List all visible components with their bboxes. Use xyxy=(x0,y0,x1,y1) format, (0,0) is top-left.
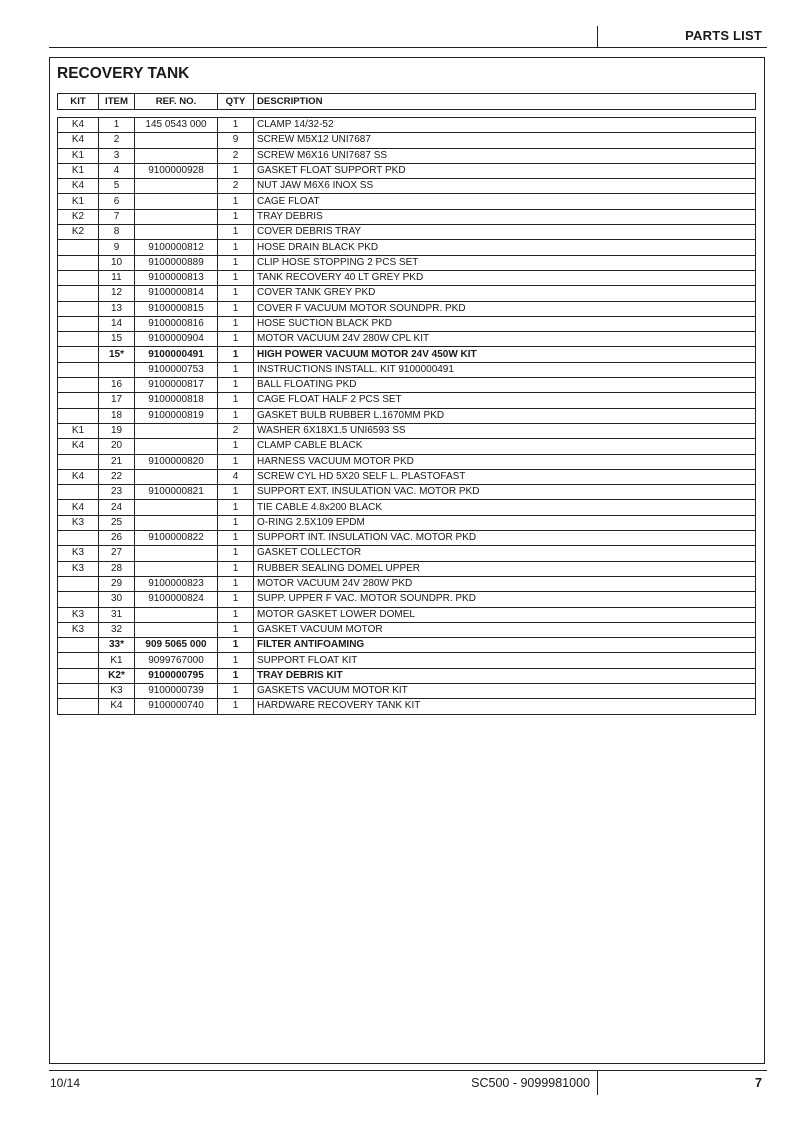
table-row xyxy=(58,347,756,362)
parts-table-body xyxy=(58,118,756,715)
cell-ref-no: 9100000816 xyxy=(135,316,218,331)
parts-table-header xyxy=(57,93,756,110)
cell-ref-no: 9100000820 xyxy=(135,454,218,469)
cell-ref-no: 9100000813 xyxy=(135,270,218,285)
table-row xyxy=(58,194,756,209)
table-row xyxy=(58,561,756,576)
cell-item: 1 xyxy=(99,118,135,133)
cell-ref-no: 9100000812 xyxy=(135,240,218,255)
cell-ref-no xyxy=(135,423,218,438)
table-row xyxy=(58,683,756,698)
cell-ref-no: 9100000818 xyxy=(135,393,218,408)
table-row xyxy=(58,118,756,133)
header-rule xyxy=(49,47,767,48)
cell-item: 24 xyxy=(99,500,135,515)
table-row xyxy=(58,592,756,607)
cell-kit: K3 xyxy=(58,607,99,622)
cell-ref-no: 9100000822 xyxy=(135,531,218,546)
cell-item: 23 xyxy=(99,485,135,500)
cell-qty: 1 xyxy=(218,592,254,607)
cell-qty: 2 xyxy=(218,179,254,194)
cell-kit xyxy=(58,668,99,683)
cell-item: 11 xyxy=(99,270,135,285)
cell-description: GASKET COLLECTOR xyxy=(254,546,756,561)
cell-item: 6 xyxy=(99,194,135,209)
cell-qty: 1 xyxy=(218,439,254,454)
page-header-title: PARTS LIST xyxy=(685,28,762,43)
cell-ref-no xyxy=(135,500,218,515)
cell-item: 28 xyxy=(99,561,135,576)
cell-kit xyxy=(58,699,99,714)
cell-item: 14 xyxy=(99,316,135,331)
cell-ref-no xyxy=(135,209,218,224)
cell-qty: 1 xyxy=(218,653,254,668)
table-row xyxy=(58,546,756,561)
table-row xyxy=(58,515,756,530)
cell-item: 21 xyxy=(99,454,135,469)
cell-kit: K1 xyxy=(58,148,99,163)
cell-kit xyxy=(58,332,99,347)
cell-ref-no: 9099767000 xyxy=(135,653,218,668)
cell-qty: 1 xyxy=(218,622,254,637)
cell-kit xyxy=(58,286,99,301)
cell-description: WASHER 6X18X1.5 UNI6593 SS xyxy=(254,423,756,438)
footer-page-number: 7 xyxy=(755,1076,762,1090)
cell-item: 22 xyxy=(99,469,135,484)
cell-kit: K2 xyxy=(58,225,99,240)
footer-page-of: 10/14 xyxy=(50,1076,81,1090)
cell-description: HOSE SUCTION BLACK PKD xyxy=(254,316,756,331)
cell-kit: K4 xyxy=(58,118,99,133)
cell-item: 7 xyxy=(99,209,135,224)
cell-kit xyxy=(58,408,99,423)
cell-item: K3 xyxy=(99,683,135,698)
cell-kit xyxy=(58,270,99,285)
cell-ref-no: 9100000817 xyxy=(135,378,218,393)
cell-qty: 1 xyxy=(218,668,254,683)
cell-qty: 1 xyxy=(218,546,254,561)
cell-description: CAGE FLOAT xyxy=(254,194,756,209)
cell-ref-no xyxy=(135,179,218,194)
cell-kit xyxy=(58,255,99,270)
cell-description: GASKET VACUUM MOTOR xyxy=(254,622,756,637)
table-row xyxy=(58,576,756,591)
cell-ref-no: 9100000740 xyxy=(135,699,218,714)
cell-ref-no xyxy=(135,225,218,240)
cell-qty: 1 xyxy=(218,255,254,270)
cell-ref-no xyxy=(135,133,218,148)
cell-description: SCREW M5X12 UNI7687 xyxy=(254,133,756,148)
cell-item: 17 xyxy=(99,393,135,408)
cell-item: 3 xyxy=(99,148,135,163)
cell-description: MOTOR VACUUM 24V 280W PKD xyxy=(254,576,756,591)
footer-model: SC500 - 9099981000 xyxy=(471,1076,590,1090)
table-row xyxy=(58,393,756,408)
cell-description: GASKET FLOAT SUPPORT PKD xyxy=(254,163,756,178)
cell-kit xyxy=(58,592,99,607)
cell-ref-no: 9100000819 xyxy=(135,408,218,423)
cell-description: CLAMP CABLE BLACK xyxy=(254,439,756,454)
table-row xyxy=(58,301,756,316)
cell-ref-no: 9100000889 xyxy=(135,255,218,270)
cell-item: 4 xyxy=(99,163,135,178)
cell-qty: 1 xyxy=(218,332,254,347)
table-row xyxy=(58,148,756,163)
cell-ref-no: 9100000821 xyxy=(135,485,218,500)
cell-qty: 9 xyxy=(218,133,254,148)
cell-description: CLAMP 14/32-52 xyxy=(254,118,756,133)
cell-ref-no xyxy=(135,515,218,530)
cell-item: 26 xyxy=(99,531,135,546)
cell-qty: 1 xyxy=(218,118,254,133)
table-row xyxy=(58,454,756,469)
table-row xyxy=(58,408,756,423)
cell-description: SUPPORT FLOAT KIT xyxy=(254,653,756,668)
cell-description: SCREW CYL HD 5X20 SELF L. PLASTOFAST xyxy=(254,469,756,484)
cell-description: TIE CABLE 4.8x200 BLACK xyxy=(254,500,756,515)
cell-kit xyxy=(58,683,99,698)
cell-ref-no: 9100000491 xyxy=(135,347,218,362)
cell-ref-no xyxy=(135,561,218,576)
table-row xyxy=(58,316,756,331)
cell-kit xyxy=(58,240,99,255)
cell-description: COVER DEBRIS TRAY xyxy=(254,225,756,240)
cell-kit xyxy=(58,347,99,362)
cell-qty: 1 xyxy=(218,561,254,576)
cell-kit: K1 xyxy=(58,423,99,438)
cell-qty: 1 xyxy=(218,485,254,500)
cell-kit xyxy=(58,378,99,393)
table-row xyxy=(58,163,756,178)
cell-item: 27 xyxy=(99,546,135,561)
table-row xyxy=(58,485,756,500)
cell-description: BALL FLOATING PKD xyxy=(254,378,756,393)
cell-ref-no xyxy=(135,148,218,163)
cell-kit: K3 xyxy=(58,515,99,530)
cell-item: 32 xyxy=(99,622,135,637)
table-row xyxy=(58,332,756,347)
cell-ref-no: 9100000815 xyxy=(135,301,218,316)
cell-kit: K3 xyxy=(58,546,99,561)
cell-kit xyxy=(58,362,99,377)
cell-item: 2 xyxy=(99,133,135,148)
table-row xyxy=(58,531,756,546)
table-row xyxy=(58,225,756,240)
cell-qty: 1 xyxy=(218,362,254,377)
cell-ref-no: 145 0543 000 xyxy=(135,118,218,133)
cell-kit xyxy=(58,576,99,591)
cell-description: RUBBER SEALING DOMEL UPPER xyxy=(254,561,756,576)
cell-qty: 2 xyxy=(218,423,254,438)
cell-item: 15* xyxy=(99,347,135,362)
cell-kit: K4 xyxy=(58,179,99,194)
col-item: ITEM xyxy=(99,94,135,110)
cell-description: NUT JAW M6X6 INOX SS xyxy=(254,179,756,194)
cell-ref-no xyxy=(135,546,218,561)
cell-ref-no: 9100000814 xyxy=(135,286,218,301)
cell-item: 5 xyxy=(99,179,135,194)
table-row xyxy=(58,653,756,668)
table-row xyxy=(58,423,756,438)
cell-ref-no: 9100000824 xyxy=(135,592,218,607)
cell-qty: 1 xyxy=(218,209,254,224)
cell-qty: 1 xyxy=(218,454,254,469)
cell-qty: 1 xyxy=(218,347,254,362)
cell-qty: 4 xyxy=(218,469,254,484)
cell-description: HARDWARE RECOVERY TANK KIT xyxy=(254,699,756,714)
table-row xyxy=(58,668,756,683)
cell-item: 25 xyxy=(99,515,135,530)
cell-item: 8 xyxy=(99,225,135,240)
table-row xyxy=(58,607,756,622)
footer-divider-tick xyxy=(597,1071,598,1095)
cell-description: SCREW M6X16 UNI7687 SS xyxy=(254,148,756,163)
table-row xyxy=(58,469,756,484)
table-row xyxy=(58,255,756,270)
cell-kit xyxy=(58,316,99,331)
cell-kit: K2 xyxy=(58,209,99,224)
cell-description: MOTOR VACUUM 24V 280W CPL KIT xyxy=(254,332,756,347)
cell-ref-no: 9100000795 xyxy=(135,668,218,683)
cell-description: CAGE FLOAT HALF 2 PCS SET xyxy=(254,393,756,408)
cell-ref-no xyxy=(135,622,218,637)
table-row xyxy=(58,286,756,301)
cell-description: O-RING 2.5X109 EPDM xyxy=(254,515,756,530)
cell-item: 30 xyxy=(99,592,135,607)
table-row xyxy=(58,270,756,285)
cell-description: CLIP HOSE STOPPING 2 PCS SET xyxy=(254,255,756,270)
cell-item: K4 xyxy=(99,699,135,714)
cell-kit: K3 xyxy=(58,561,99,576)
cell-qty: 1 xyxy=(218,500,254,515)
col-ref-no: REF. NO. xyxy=(135,94,218,110)
cell-qty: 1 xyxy=(218,240,254,255)
cell-kit: K4 xyxy=(58,133,99,148)
cell-ref-no: 9100000753 xyxy=(135,362,218,377)
cell-description: MOTOR GASKET LOWER DOMEL xyxy=(254,607,756,622)
cell-kit xyxy=(58,485,99,500)
col-kit: KIT xyxy=(58,94,99,110)
cell-item xyxy=(99,362,135,377)
table-row xyxy=(58,378,756,393)
table-row xyxy=(58,638,756,653)
table-row xyxy=(58,209,756,224)
cell-qty: 1 xyxy=(218,286,254,301)
cell-ref-no: 909 5065 000 xyxy=(135,638,218,653)
cell-item: 19 xyxy=(99,423,135,438)
col-qty: QTY xyxy=(218,94,254,110)
cell-qty: 1 xyxy=(218,225,254,240)
cell-qty: 1 xyxy=(218,301,254,316)
cell-description: TRAY DEBRIS KIT xyxy=(254,668,756,683)
cell-ref-no: 9100000739 xyxy=(135,683,218,698)
cell-ref-no xyxy=(135,469,218,484)
table-row xyxy=(58,699,756,714)
cell-description: SUPPORT EXT. INSULATION VAC. MOTOR PKD xyxy=(254,485,756,500)
cell-ref-no: 9100000823 xyxy=(135,576,218,591)
cell-item: 18 xyxy=(99,408,135,423)
section-title: RECOVERY TANK xyxy=(57,65,190,82)
cell-qty: 1 xyxy=(218,515,254,530)
cell-item: 33* xyxy=(99,638,135,653)
cell-kit: K4 xyxy=(58,500,99,515)
cell-description: HIGH POWER VACUUM MOTOR 24V 450W KIT xyxy=(254,347,756,362)
cell-qty: 2 xyxy=(218,148,254,163)
cell-qty: 1 xyxy=(218,393,254,408)
cell-description: COVER TANK GREY PKD xyxy=(254,286,756,301)
cell-description: GASKETS VACUUM MOTOR KIT xyxy=(254,683,756,698)
cell-item: K2* xyxy=(99,668,135,683)
cell-item: K1 xyxy=(99,653,135,668)
cell-ref-no: 9100000928 xyxy=(135,163,218,178)
cell-description: INSTRUCTIONS INSTALL. KIT 9100000491 xyxy=(254,362,756,377)
cell-ref-no xyxy=(135,607,218,622)
cell-qty: 1 xyxy=(218,638,254,653)
cell-qty: 1 xyxy=(218,270,254,285)
header-row xyxy=(58,94,756,110)
cell-kit xyxy=(58,393,99,408)
cell-kit: K3 xyxy=(58,622,99,637)
cell-kit xyxy=(58,531,99,546)
cell-item: 20 xyxy=(99,439,135,454)
cell-qty: 1 xyxy=(218,194,254,209)
cell-kit: K4 xyxy=(58,469,99,484)
table-row xyxy=(58,500,756,515)
cell-description: TRAY DEBRIS xyxy=(254,209,756,224)
table-row xyxy=(58,133,756,148)
cell-qty: 1 xyxy=(218,163,254,178)
cell-description: GASKET BULB RUBBER L.1670MM PKD xyxy=(254,408,756,423)
cell-item: 16 xyxy=(99,378,135,393)
cell-kit xyxy=(58,454,99,469)
cell-item: 12 xyxy=(99,286,135,301)
cell-kit: K1 xyxy=(58,163,99,178)
cell-ref-no: 9100000904 xyxy=(135,332,218,347)
cell-qty: 1 xyxy=(218,607,254,622)
footer-rule xyxy=(49,1070,767,1071)
cell-description: HARNESS VACUUM MOTOR PKD xyxy=(254,454,756,469)
col-description: DESCRIPTION xyxy=(254,94,756,110)
cell-kit xyxy=(58,301,99,316)
cell-kit: K4 xyxy=(58,439,99,454)
table-row xyxy=(58,622,756,637)
cell-kit xyxy=(58,638,99,653)
parts-table xyxy=(57,117,756,715)
table-row xyxy=(58,240,756,255)
cell-qty: 1 xyxy=(218,316,254,331)
cell-description: SUPPORT INT. INSULATION VAC. MOTOR PKD xyxy=(254,531,756,546)
cell-item: 29 xyxy=(99,576,135,591)
cell-qty: 1 xyxy=(218,378,254,393)
cell-qty: 1 xyxy=(218,531,254,546)
cell-qty: 1 xyxy=(218,699,254,714)
cell-item: 13 xyxy=(99,301,135,316)
header-divider-tick xyxy=(597,26,598,48)
table-row xyxy=(58,439,756,454)
cell-ref-no xyxy=(135,194,218,209)
cell-item: 31 xyxy=(99,607,135,622)
cell-item: 9 xyxy=(99,240,135,255)
cell-qty: 1 xyxy=(218,408,254,423)
table-row xyxy=(58,179,756,194)
cell-description: COVER F VACUUM MOTOR SOUNDPR. PKD xyxy=(254,301,756,316)
cell-item: 15 xyxy=(99,332,135,347)
cell-description: FILTER ANTIFOAMING xyxy=(254,638,756,653)
cell-qty: 1 xyxy=(218,576,254,591)
cell-ref-no xyxy=(135,439,218,454)
cell-item: 10 xyxy=(99,255,135,270)
cell-description: HOSE DRAIN BLACK PKD xyxy=(254,240,756,255)
cell-qty: 1 xyxy=(218,683,254,698)
cell-kit: K1 xyxy=(58,194,99,209)
cell-description: TANK RECOVERY 40 LT GREY PKD xyxy=(254,270,756,285)
cell-kit xyxy=(58,653,99,668)
table-row xyxy=(58,362,756,377)
cell-description: SUPP. UPPER F VAC. MOTOR SOUNDPR. PKD xyxy=(254,592,756,607)
